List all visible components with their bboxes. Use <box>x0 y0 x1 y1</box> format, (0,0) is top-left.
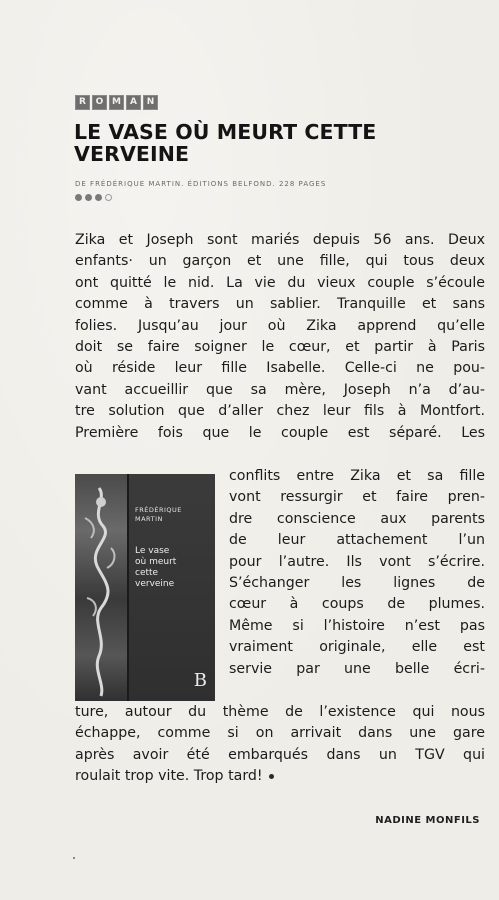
body-line-last <box>75 766 485 787</box>
body-line: où réside leur fille Isabelle. Celle-ci ne pou- <box>75 360 485 377</box>
rating-dot-filled <box>95 194 102 201</box>
body-line: pour l’autre. Ils vont s’écrire. <box>229 553 485 570</box>
cover-title-line: verveine <box>135 579 175 589</box>
author-signature: NADINE MONFILS <box>375 815 480 826</box>
publisher-logo: B <box>193 670 207 691</box>
rating-dot-empty <box>105 194 112 201</box>
body-line: servie par une belle écri- <box>229 660 485 677</box>
body-line: vraiment originale, elle est <box>229 639 485 656</box>
end-of-article-icon <box>269 774 274 779</box>
article-body-wrap <box>229 466 485 680</box>
body-line: tre solution que d’aller chez leur fils à Montfort. <box>75 403 485 420</box>
body-line: vant accueillir que sa mère, Joseph n’a d’au- <box>75 381 485 398</box>
body-line: enfants· un garçon et une fille, qui tous deux <box>75 253 485 270</box>
body-line: dre conscience aux parents <box>229 510 485 527</box>
cover-figure-illustration <box>77 478 125 698</box>
body-line: folies. Jusqu’au jour où Zika apprend qu’elle <box>75 317 485 334</box>
body-line: ont quitté le nid. La vie du vieux couple s’écoule <box>75 274 485 291</box>
rubric-letter: N <box>143 95 158 110</box>
rubric-letter: A <box>126 95 141 110</box>
body-line: échappe, comme si on arrivait dans une gare <box>75 725 485 742</box>
body-line: comme à travers un sablier. Tranquille et sans <box>75 296 485 313</box>
paper-speck <box>73 857 75 859</box>
body-line: Même si l’histoire n’est pas <box>229 617 485 634</box>
rubric-letter: R <box>75 95 90 110</box>
body-line: conflits entre Zika et sa fille <box>229 468 485 484</box>
rating-dot-filled <box>75 194 82 201</box>
body-line: doit se faire soigner le cœur, et partir à Paris <box>75 339 485 356</box>
body-line: Première fois que le couple est séparé. Les <box>75 424 485 441</box>
rating-dots <box>75 194 112 201</box>
article-body-tail <box>75 702 485 788</box>
body-line: de leur attachement l’un <box>229 532 485 549</box>
book-cover-image <box>75 474 215 701</box>
rubric-letter: M <box>109 95 124 110</box>
book-credits: DE FRÉDÉRIQUE MARTIN. ÉDITIONS BELFOND. 228 PAGES <box>75 180 327 188</box>
body-line: ture, autour du thème de l’existence qui nous <box>75 704 485 720</box>
cover-book-title <box>135 546 211 590</box>
body-line: cœur à coups de plumes. <box>229 596 485 613</box>
body-line: vont ressurgir et faire pren- <box>229 489 485 506</box>
body-line-text: roulait trop vite. Trop tard! <box>75 768 263 785</box>
cover-title-line: cette <box>135 568 159 578</box>
rubric-letter: O <box>92 95 107 110</box>
article-title: LE VASE OÙ MEURT CETTE VERVEINE <box>74 120 377 166</box>
body-line: S’échanger les lignes de <box>229 575 485 592</box>
section-rubric <box>75 95 158 110</box>
cover-author: FRÉDÉRIQUE MARTIN <box>135 506 182 523</box>
cover-title-line: où meurt <box>135 557 177 567</box>
body-line: Zika et Joseph sont mariés depuis 56 ans. Deux <box>75 232 485 248</box>
rating-dot-filled <box>85 194 92 201</box>
article-body <box>75 230 485 444</box>
cover-title-line: Le vase <box>135 546 170 556</box>
body-line: après avoir été embarqués dans un TGV qui <box>75 746 485 763</box>
